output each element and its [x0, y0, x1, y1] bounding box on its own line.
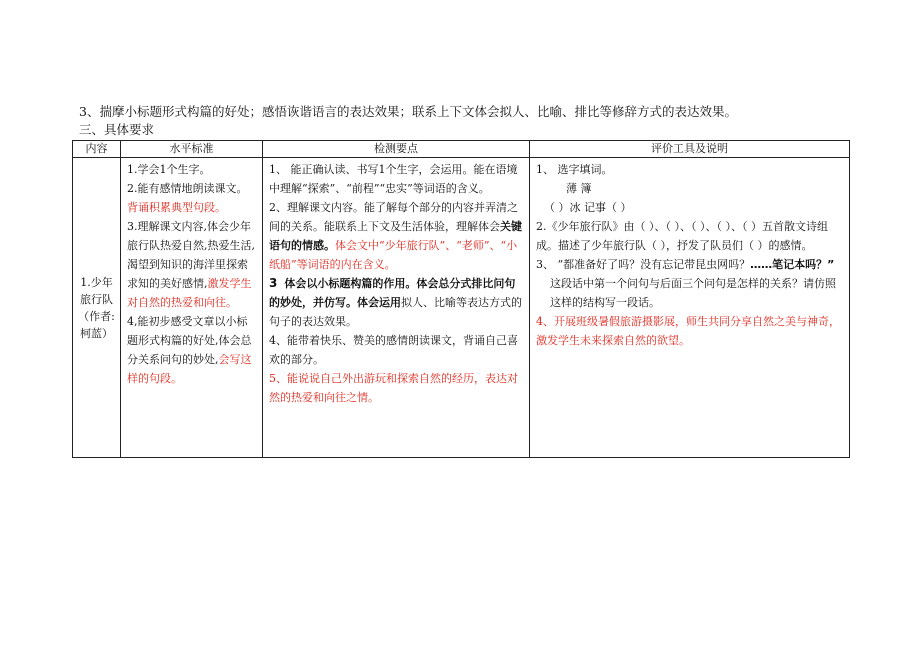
point-item-2: 2、理解课文内容。能了解每个部分的内容并弄清之间的关系。能联系上下文及生活体验，理解体会关键语句的情感。体会文中“少年旅行队”、“老师”、“小纸船”等词语的内在含义。 [269, 201, 522, 271]
standard-item-3-highlight: 激发学生对自然的热爱和向往。 [127, 277, 252, 309]
point-item-2-bold: 关键语句的情感。 [269, 220, 522, 252]
point-item-1: 1、 能正确认读、书写1个生字，会运用。能在语境中理解“探索”、“前程”“忠实”等词语的含义。 [269, 163, 518, 195]
tool-item-3: 3、 “都准备好了吗？没有忘记带昆虫网吗？……笔记本吗？” [536, 258, 835, 271]
table-row [73, 158, 850, 458]
standard-cell [121, 158, 263, 458]
tool-item-1-chars: 薄 簿 [566, 182, 592, 195]
section-title: 三、具体要求 [79, 122, 155, 137]
objective-line: 3、揣摩小标题形式构篇的好处；感悟诙谐语言的表达效果；联系上下文体会拟人、比喻、排比等修辞方式的表达效果。 [79, 104, 737, 119]
category-cell: 1.少年旅行队（作者:柯蓝） [73, 158, 121, 458]
standard-item-1: 1.学会1个生字。 [127, 163, 211, 176]
standard-item-4: 4,能初步感受文章以小标题形式构篇的好处,体会总分关系问句的妙处,会写这样的句段。 [127, 315, 252, 385]
header-points: 检测要点 [263, 141, 530, 158]
tool-item-2: 2.《少年旅行队》由（ ）、（ ）、（ ）、（ ）、（ ）五首散文诗组成。描述了少年旅行队（ ），抒发了队员们（ ）的感情。 [536, 220, 828, 252]
table-header-row [73, 141, 850, 158]
point-item-2-highlight: 体会文中“少年旅行队”、“老师”、“小纸船”等词语的内在含义。 [269, 239, 518, 271]
tool-item-3-task: 这段话中第一个问句与后面三个问句是怎样的关系？请仿照这样的结构写一段话。 [550, 277, 836, 309]
standard-item-2: 2.能有感情地朗读课文。背诵积累典型句段。 [127, 182, 248, 214]
standard-item-2-highlight: 背诵积累典型句段。 [127, 201, 226, 214]
point-item-5: 5、能说说自己外出游玩和探索自然的经历，表达对然的热爱和向往之情。 [269, 372, 518, 404]
points-cell [263, 158, 530, 458]
tools-cell [530, 158, 850, 458]
header-standard: 水平标准 [121, 141, 263, 158]
tool-item-4: 4、开展班级暑假旅游摄影展，师生共同分享自然之美与神奇，激发学生未来探索自然的欲望。 [536, 315, 840, 347]
point-item-3: 3 体会以小标题构篇的作用。体会总分式排比问句的妙处，并仿写。体会运用拟人、比喻等表达方式的句子的表达效果。 [269, 276, 522, 328]
header-tools: 评价工具及说明 [530, 141, 850, 158]
standard-item-3: 3.理解课文内容,体会少年旅行队热爱自然,热爱生活,渴望到知识的海洋里探索求知的美好感情,激发学生对自然的热爱和向往。 [127, 220, 255, 309]
header-content: 内容 [73, 141, 121, 158]
tool-item-1: 1、 选字填词。 [536, 163, 613, 176]
requirements-table [72, 140, 850, 458]
tool-item-1-blanks: （ ）冰 记事（ ） [544, 201, 632, 214]
point-item-4: 4、能带着快乐、赞美的感情朗读课文，背诵自己喜欢的部分。 [269, 334, 518, 366]
standard-item-4-highlight: 会写这样的句段。 [127, 353, 252, 385]
